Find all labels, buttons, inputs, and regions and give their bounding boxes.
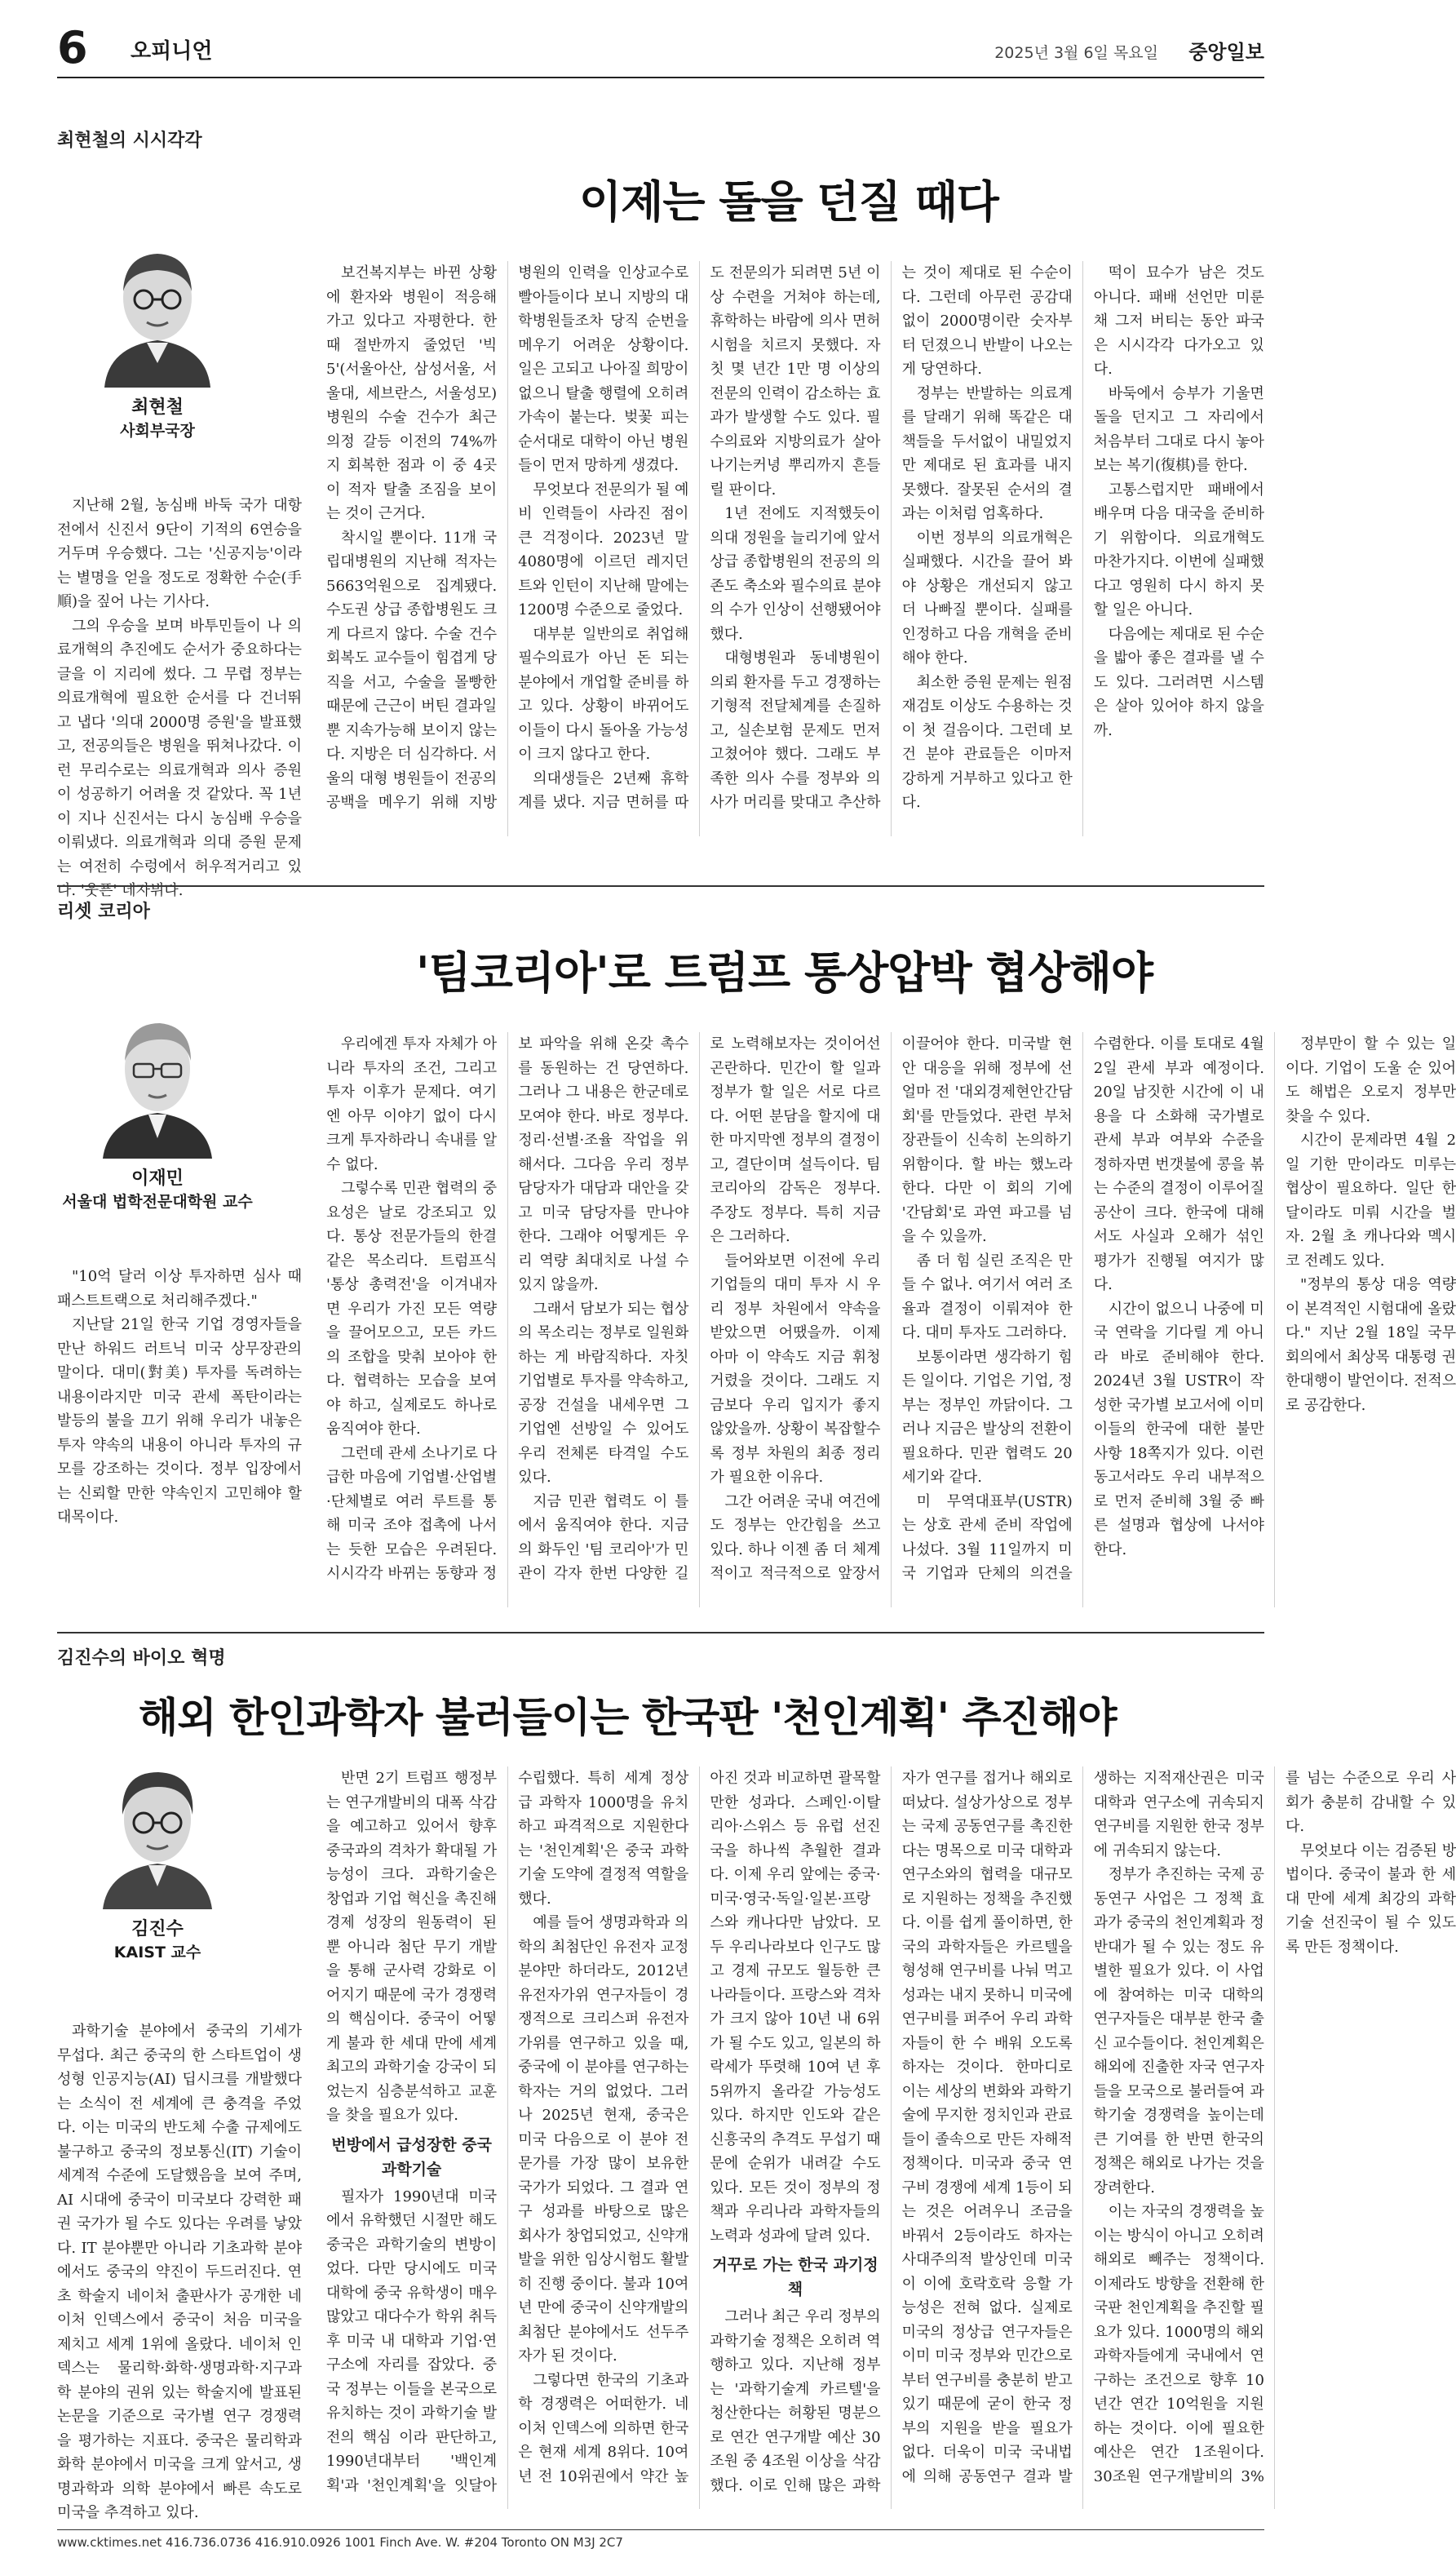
issue-date: 2025년 3월 6일 목요일 [994,44,1158,62]
paragraph: 대부분 일반의로 취업해 필수의료가 아닌 돈 되는 분야에서 개업할 준비를 하고 있다. 상황이 바뀌어도 이들이 다시 돌아올 가능성이 크지 않다고 한다. [518,625,689,763]
article-2 [57,898,1456,1632]
article-body-intro [57,1265,302,1607]
headline: 해외 한인과학자 불러들이는 한국판 '천인계획' 추진해야 [139,1694,1117,1741]
paragraph: 무엇보다 이는 검증된 방법이다. 중국이 불과 한 세대 만에 세계 최강의 과학기술 선진국이 될 수 있도록 만든 정책이다. [1285,1842,1456,1956]
newspaper-logo: 중앙일보 [1188,41,1264,64]
column-name: 김진수의 바이오 혁명 [57,1648,226,1669]
paragraph: 보건복지부는 바뀐 상황에 환자와 병원이 적응해 가고 있다고 자평한다. 한때 절반까지 줄었던 '빅5'(서울아산, 삼성서울, 서울대, 세브란스, 서울성모) 병원의 수술 건수가 최근 의정 갈등 이전의 74%까지 회복한 점과 이 중 4곳이 적자 탈출 조짐을 보이는 것이 근거다. [326,264,498,522]
paragraph: "10억 달러 이상 투자하면 심사 때 패스트트랙으로 처리해주겠다." [57,1268,302,1310]
paragraph: 이번 정부의 의료개혁은 실패했다. 시간을 끌어 봐야 상황은 개선되지 않고 더 나빠질 뿐이다. 실패를 인정하고 다음 개혁을 준비해야 한다. [901,529,1073,667]
paragraph: 예를 들어 생명과학과 의학의 최첨단인 유전자 교정 분야만 하더라도, 2012년 유전자가위 연구자들이 경쟁적으로 크리스퍼 유전자가위를 연구하고 있을 때, 중국에 이 분야를 연구하는 학자는 거의 없었다. 그러나 2025년 현재, 중국은 미국 다음으로 이 분야 전문가를 가장 많이 보유한 국가가 되었다. 그 결과 연구 성과를 바탕으로 많은 회사가 창업되었고, 신약개발을 위한 임상시험도 활발히 진행 중이다. 불과 10여 년 만에 중국이 신약개발의 최첨단 분야에서도 선두주자가 된 것이다. [518,1914,689,2365]
paragraph: 착시일 뿐이다. 11개 국립대병원의 지난해 적자는 5663억원으로 집계됐다. 수도권 상급 종합병원도 크게 다르지 않다. 수술 건수 회복도 교수들이 힘겹게 당직을 서고, 수술을 몰빵한 때문에 근근이 버틴 결과일 뿐 지속가능해 보이지 않는다. 지방은 더 심각하다. 서울의 대형 병원들이 전공의 공백을 메우기 위해 지방 병원의 인력을 인상교수로 빨아들이다 보니 지방의 대학병원들조차 당직 순번을 메우기 어려운 상황이다. 일은 고되고 나아질 희망이 없으니 탈출 행렬에 오히려 가속이 붙는다. 벚꽃 피는 순서대로 대학이 아닌 병원들이 먼저 망하게 생겼다. [326,264,689,811]
masthead [57,21,1264,78]
paragraph: 지난달 21일 한국 기업 경영자들을 만난 하워드 러트닉 미국 상무장관의 말이다. 대미(對美) 투자를 독려하는 내용이라지만 미국 관세 폭탄이라는 발등의 불을 끄기 위해 우리가 내놓은 투자 약속의 내용이 아니라 투자의 규모를 강조하는 것이다. 정부 입장에서는 신뢰할 만한 약속인지 고민해야 할 대목이다. [57,1316,302,1526]
paragraph: 떡이 묘수가 남은 것도 아니다. 패배 선언만 미룬 채 그저 버티는 동안 파국은 시시각각 다가오고 있다. [1093,264,1264,378]
section-divider [57,885,1264,887]
author-block [57,233,258,441]
paragraph: 그렇다면 한국의 기초과학 경쟁력은 어떠한가. 네이처 인덱스에 의하면 한국은 현재 세계 8위다. 10여 년 전 10위권에서 약간 높아진 것과 비교하면 괄목할 만한 성과다. 스페인·이탈리아·스위스 등 유럽 선진국을 하나씩 추월한 결과다. 이제 우리 앞에는 중국·미국·영국·독일·일본·프랑스와 캐나다만 남았다. 모두 우리나라보다 인구도 많고 경제 규모도 월등한 큰 나라들이다. 프랑스와 격차가 크지 않아 10년 내 6위가 될 수도 있고, 일본의 하락세가 뚜렷해 10여 년 후 5위까지 올라갈 가능성도 있다. 하지만 인도와 같은 신흥국의 추격도 무섭기 때문에 순위가 내려갈 수도 있다. 모든 것이 정부의 정책과 우리나라 과학자들의 노력과 성과에 달려 있다. [518,1770,881,2485]
subheading: 번방에서 급성장한 중국 과학기술 [331,2135,492,2179]
author-photo [88,1754,227,1909]
paragraph: 대형병원과 동네병원이 의뢰 환자를 두고 경쟁하는 기형적 전달체계를 손질하고, 실손보험 문제도 먼저 고쳤어야 했다. 그래도 부족한 의사 수를 정부와 의사가 머리를 맞대고 추산하는 것이 제대로 된 수순이다. 그런데 아무런 공감대 없이 2000명이란 숫자부터 던졌으니 반발이 나오는 게 당연하다. [710,264,1073,811]
paragraph: 들어와보면 이전에 우리 기업들의 대미 투자 시 우리 정부 차원에서 약속을 받았으면 어땠을까. 이제 아마 이 약속도 지금 휘청거렸을 것이다. 그래도 지금보다 우리 입지가 좋지 않았을까. 상황이 복잡할수록 정부 차원의 최종 정리가 필요한 이유다. [710,1252,881,1486]
article-body-intro [57,2019,302,2521]
paragraph: 그렇수록 민관 협력의 중요성은 날로 강조되고 있다. 통상 전문가들의 한결같은 목소리다. 트럼프식 '통상 총력전'을 이겨내자면 우리가 가진 모든 역량을 끌어모으고, 모든 카드의 조합을 맞춰 보아야 한다. 협력하는 모습을 보여야 하고, 실제로도 하나로 움직여야 한다. [326,1180,498,1438]
paragraph: 무엇보다 전문의가 될 예비 인력들이 사라진 점이 큰 걱정이다. 2023년 말 4080명에 이르던 레지던트와 인턴이 지난해 말에는 1200명 수준으로 줄었다. [518,481,689,618]
subheading: 거꾸로 가는 한국 과기정책 [712,2256,878,2298]
paragraph: 보통이라면 생각하기 힘든 일이다. 기업은 기업, 정부는 정부인 까닭이다. 그러나 지금은 발상의 전환이 필요하다. 민관 협력도 20세기와 같다. [901,1348,1073,1486]
paragraph: 정부가 추진하는 국제 공동연구 사업은 그 정책 효과가 중국의 천인계획과 정반대가 될 수 있는 정도 유별한 필요가 있다. 이 사업에 참여하는 미국 대학의 연구자들은 대부분 한국 출신 교수들이다. 천인계획은 해외에 진출한 자국 연구자들을 모국으로 불러들여 과학기술 경쟁력을 높이는데 큰 기여를 한 반면 한국의 정책은 해외로 나가는 것을 장려한다. [1093,1866,1264,2196]
author-title: KAIST 교수 [113,1944,201,1961]
paragraph: 의대생들은 2년째 휴학계를 냈다. 지금 면허를 따도 전문의가 되려면 5년 이상 수련을 거쳐야 하는데, 휴학하는 바람에 의사 면허시험을 치르지 못했다. 자칫 몇 년간 1만 명 이상의 전문의 인력이 감소하는 효과가 발생할 수도 있다. 필수의료와 지방의료가 살아나기는커녕 뿌리까지 흔들릴 판이다. [518,264,881,811]
paragraph: 1년 전에도 지적했듯이 의대 정원을 늘리기에 앞서 상급 종합병원의 전공의 의존도 축소와 필수의료 분야의 수가 인상이 선행됐어야 했다. [710,505,881,643]
author-title: 사회부국장 [120,422,195,440]
author-title: 서울대 법학전문대학원 교수 [62,1193,253,1211]
paragraph: 반면 2기 트럼프 행정부는 연구개발비의 대폭 삭감을 예고하고 있어서 향후 중국과의 격차가 확대될 가능성이 크다. 과학기술은 창업과 기업 혁신을 촉진해 경제 성장의 원동력이 된 뿐 아니라 첨단 무기 개발을 통해 군사력 강화로 이어지기 때문에 국가 경쟁력의 핵심이다. 중국이 어떻게 불과 한 세대 만에 세계 최고의 과학기술 강국이 되었는지 심층분석하고 교훈을 찾을 필요가 있다. [326,1770,498,2124]
paragraph: 그러나 최근 우리 정부의 과학기술 정책은 오히려 역행하고 있다. 지난해 정부는 '과학기술계 카르텔'을 청산한다는 허황된 명분으로 연간 연구개발 예산 30조원 중 4조원 이상을 삭감했다. 이로 인해 많은 과학자가 연구를 접거나 해외로 떠났다. 설상가상으로 정부는 국제 공동연구를 촉진한다는 명목으로 미국 대학과 연구소와의 협력을 대규모로 지원하는 정책을 추진했다. 이를 쉽게 풀이하면, 한국의 과학자들은 카르텔을 형성해 연구비를 나눠 먹고 성과는 내지 못하니 미국에 연구비를 퍼주어 우리 과학자들이 한 수 배워 오도록 하자는 것이다. 한마디로 이는 세상의 변화와 과학기술에 무지한 정치인과 관료들이 졸속으로 만든 자해적 정책이다. 미국과 중국 연구비 경쟁에 세계 1등이 되는 것은 어려우니 조금을 바꿔서 2등이라도 하자는 사대주의적 발상인데 미국이 이에 호락호락 응할 가능성은 전혀 없다. 실제로 미국의 정상급 연구자들은 이미 미국 정부와 민간으로부터 연구비를 충분히 받고 있기 때문에 굳이 한국 정부의 지원을 받을 필요가 없다. 더욱이 미국 국내법에 의해 공동연구 결과 발생하는 지적재산권은 미국 대학과 연구소에 귀속되지 연구비를 지원한 한국 정부에 귀속되지 않는다. [710,1770,1264,2494]
paragraph: 최소한 증원 문제는 원점 재검토 이상도 수용하는 것이 첫 걸음이다. 그런데 보건 분야 관료들은 이마저 강하게 거부하고 있다고 한다. [901,673,1073,811]
paragraph: 시간이 없으니 나중에 미국 연락을 기다릴 게 아니라 바로 준비해야 한다. 2024년 3월 USTR이 작성한 국가별 보고서에 이미 이들의 한국에 대한 불만 사항 18쪽지가 있다. 이런 동고서라도 우리 내부적으로 먼저 준비해 3월 중 빠른 설명과 협상에 나서야 한다. [1093,1300,1264,1558]
paragraph: 그래서 담보가 되는 협상의 목소리는 정부로 일원화하는 게 바람직하다. 자칫 기업별로 투자를 약속하고, 공장 건설을 내세우면 그 기업엔 선방일 수 있어도 우리 전체론 타격일 수도 있다. [518,1300,689,1486]
article-body-intro [57,494,302,899]
paragraph: 시간이 문제라면 4월 2일 기한 만이라도 미루는 협상이 필요하다. 일단 한 달이라도 미뤄 시간을 벌자. 2월 초 캐나다와 멕시코 전례도 있다. [1285,1132,1456,1270]
section-divider [57,1632,1264,1633]
paragraph: 미 무역대표부(USTR)는 상호 관세 준비 작업에 나섰다. 3월 11일까지 미국 기업과 단체의 의견을 수렴한다. 이를 토대로 4월 2일 관세 부과 예정이다. 20일 남짓한 시간에 이 내용을 다 소화해 국가별로 관세 부과 여부와 수준을 정하자면 번갯불에 콩을 볶는 수준의 결정이 이루어질 공산이 크다. 한국에 대해서도 사실과 오해가 섞인 평가가 진행될 여지가 많다. [901,1035,1264,1582]
article-body [326,1766,1456,2509]
article-1 [57,126,1264,899]
paragraph: 바둑에서 승부가 기울면 돌을 던지고 그 자리에서 처음부터 그대로 다시 놓아 보는 복기(復棋)를 한다. [1093,384,1264,474]
paragraph: 그의 우승을 보며 바투민들이 나 의료개혁의 추진에도 순서가 중요하다는 글을 이 지리에 썼다. 그 무렵 정부는 의료개혁에 필요한 순서를 다 건너뛰고 냅다 '의대 2000명 증원'을 발표했고, 전공의들은 병원을 뛰쳐나갔다. 이런 무리수로는 의료개혁과 의사 증원이 성공하기 어려울 것 같았다. 꼭 1년이 지나 신진서는 다시 농심배 우승을 이뤄냈다. 의료개혁과 의대 증원 문제는 여전히 수렁에서 허우적거리고 있다. '웃픈' 데자뷔다. [57,617,302,899]
column-name: 최현철의 시시각각 [57,131,202,151]
article-body [326,261,1264,836]
paragraph: 그간 어려운 국내 여건에도 정부는 안간힘을 쓰고 있다. 하나 이젠 좀 더 체계적이고 적극적으로 앞장서 이끌어야 한다. 미국발 현안 대응을 위해 정부에 선 얼마 전 '대외경제현안간담회'를 만들었다. 관련 부처 장관들이 신속히 논의하기 위함이다. 할 바는 했노라 한다. 다만 이 회의 기에 '간담회'로 과연 파고를 넘을 수 있을까. [710,1035,1073,1582]
author-photo [88,233,227,388]
paragraph: 그런데 관세 소나기로 다급한 마음에 기업별·산업별·단체별로 여러 루트를 통해 미국 조야 접촉에 나서는 듯한 모습은 우려된다. 시시각각 바뀌는 동향과 정보 파악을 위해 온갖 촉수를 동원하는 건 당연하다. 그러나 그 내용은 한군데로 모여야 한다. 바로 정부다. 정리·선별·조율 작업을 위해서다. 그다음 우리 정부 담당자가 대담과 대안을 갖고 미국 담당자를 만나야 한다. 그래야 어떻게든 우리 역량 최대치로 나설 수 있지 않을까. [326,1035,689,1582]
author-block [57,1754,258,1963]
headline: 이제는 돌을 던질 때다 [579,176,998,228]
paragraph: 다음에는 제대로 된 수순을 밟아 좋은 결과를 낼 수도 있다. 그러려면 시스템은 살아 있어야 하지 않을까. [1093,625,1264,739]
paragraph: 이는 자국의 경쟁력을 높이는 방식이 아니고 오히려 해외로 빼주는 정책이다. 이제라도 방향을 전환해 한국판 천인계획을 추진할 필요가 있다. 1000명의 해외 과학자들에게 국내에서 연구하는 조건으로 향후 10년간 연간 10억원을 지원하는 것이다. 이에 필요한 예산은 연간 1조원이다. 30조원 연구개발비의 3%를 넘는 수준으로 우리 사회가 충분히 감내할 수 있다. [1093,1770,1456,2485]
section-name: 오피니언 [131,39,213,64]
paragraph: 고통스럽지만 패배에서 배우며 다음 대국을 준비하기 위함이다. 의료개혁도 마찬가지다. 이번에 실패했다고 영원히 다시 하지 못할 일은 아니다. [1093,481,1264,618]
author-name: 김진수 [131,1919,184,1939]
paragraph: 지금 민관 협력도 이 틀에서 움직여야 한다. 지금의 화두인 '팀 코리아'가 민관이 각자 한번 다양한 길로 노력해보자는 것이어선 곤란하다. 민간이 할 일과 정부가 할 일은 서로 다르다. 어떤 분담을 할지에 대한 마지막엔 정부의 결정이고, 결단이며 설득이다. 팀 코리아의 감독은 정부다. 주장도 정부다. 특히 지금은 그러하다. [518,1035,881,1582]
page-number: 6 [57,22,88,73]
article-body [326,1032,1456,1607]
paragraph: 좀 더 힘 실린 조직은 만들 수 없나. 여기서 여러 조율과 결정이 이뤄져야 한다. 대미 투자도 그러하다. [901,1252,1073,1341]
paragraph: 우리에겐 투자 자체가 아니라 투자의 조건, 그리고 투자 이후가 문제다. 여기엔 아무 이야기 없이 다시 크게 투자하라니 속내를 알 수 없다. [326,1035,498,1173]
paragraph: 필자가 1990년대 미국에서 유학했던 시절만 해도 중국은 과학기술의 변방이었다. 다만 당시에도 미국 대학에 중국 유학생이 매우 많았고 대다수가 학위 취득 후 미국 내 대학과 기업·연구소에 자리를 잡았다. 중국 정부는 이들을 본국으로 유치하는 것이 과학기술 발전의 핵심 이라 판단하고, 1990년대부터 '백인계획'과 '천인계획'을 잇달아 수립했다. 특히 세계 정상급 과학자 1000명을 유치하고 파격적으로 지원한다는 '천인계획'은 중국 과학기술 도약에 결정적 역할을 했다. [326,1770,689,2494]
paragraph: 과학기술 분야에서 중국의 기세가 무섭다. 최근 중국의 한 스타트업이 생성형 인공지능(AI) 딥시크를 개발했다는 소식이 전 세계에 큰 충격을 주었다. 이는 미국의 반도체 수출 규제에도 불구하고 중국의 정보통신(IT) 기술이 세계적 수준에 도달했음을 보여 주며, AI 시대에 중국이 미국보다 강력한 패권 국가가 될 수도 있다는 우려를 낳았다. IT 분야뿐만 아니라 기초과학 분야에서도 중국의 약진이 두드러진다. 연초 학술지 네이처 출판사가 공개한 네이처 인덱스에서 중국이 처음 미국을 제치고 세계 1위에 올랐다. 네이처 인덱스는 물리학·화학·생명과학·지구과학 분야의 권위 있는 학술지에 발표된 논문을 기준으로 국가별 연구 경쟁력을 평가하는 지표다. 중국은 물리학과 화학 분야에서 미국을 크게 앞서고, 생명과학과 의학 분야에서 빠른 속도로 미국을 추격하고 있다. [57,2023,302,2521]
paragraph: 정부만이 할 수 있는 일이다. 기업이 도울 순 있어도 해법은 오로지 정부만 찾을 수 있다. [1285,1035,1456,1125]
paragraph: 지난해 2월, 농심배 바둑 국가 대항전에서 신진서 9단이 기적의 6연승을 거두며 우승했다. 그는 '신공지능'이라는 별명을 얻을 정도로 정확한 수순(手順)을 짚어 나는 기사다. [57,497,302,610]
footer-contact: www.cktimes.net 416.736.0736 416.910.0926 1001 Finch Ave. W. #204 Toronto ON M3J 2C7 [57,2529,1264,2550]
article-3 [57,1644,1456,2525]
author-name: 최현철 [131,397,184,418]
headline: '팀코리아'로 트럼프 통상압박 협상해야 [416,947,1153,999]
author-photo [88,1004,227,1159]
paragraph: "정부의 통상 대응 역량이 본격적인 시험대에 올랐다." 지난 2월 18일 국무회의에서 최상목 대통령 권한대행이 발언이다. 전적으로 공감한다. [1285,1276,1456,1414]
author-name: 이재민 [131,1168,184,1189]
column-name: 리셋 코리아 [57,902,150,922]
author-block [57,1004,258,1212]
paragraph: 정부는 반발하는 의료계를 달래기 위해 똑같은 대책들을 두서없이 내밀었지만 제대로 된 효과를 내지 못했다. 잘못된 순서의 결과는 이처럼 엄혹하다. [901,384,1073,522]
